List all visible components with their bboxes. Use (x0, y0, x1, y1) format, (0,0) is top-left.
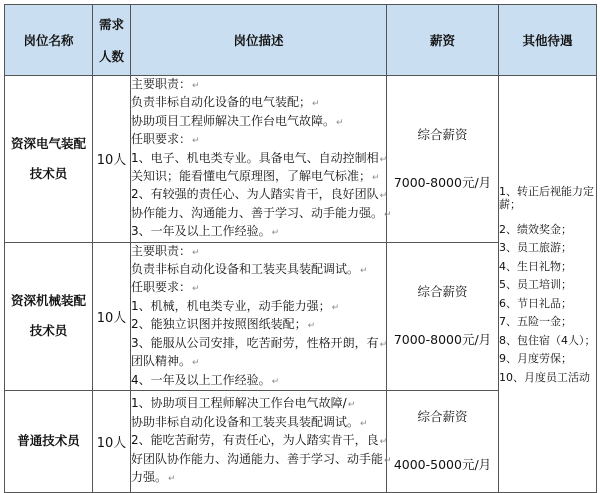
paragraph-mark-icon: ↵ (347, 400, 356, 411)
paragraph-mark-icon: ↵ (384, 455, 392, 466)
description-line (131, 298, 386, 316)
description-line (131, 94, 386, 112)
description-line (131, 76, 386, 94)
headcount-value: 10人 (96, 153, 127, 169)
description-line (131, 451, 392, 469)
headcount-value: 10人 (96, 310, 127, 326)
description-text: 2、能独立识图并按照图纸装配； (131, 317, 307, 332)
paragraph-mark-icon: ↵ (192, 247, 200, 258)
description-line (131, 205, 392, 223)
position-title-line2: 技术员 (29, 323, 68, 339)
description-line (131, 150, 386, 168)
description-text: 负责非标自动化设备的电气装配； (131, 95, 312, 110)
description-text: 协助非标自动化设备和工装夹具装配调试。 (131, 414, 360, 429)
description-text: 主要职责： (131, 77, 192, 91)
description-text: 团队精神。 (131, 354, 192, 369)
benefit-item: 2、绩效奖金； (499, 222, 572, 236)
description-line (131, 168, 386, 186)
description-text: 任职要求： (131, 280, 192, 295)
header-position-label: 岗位名称 (23, 33, 74, 48)
description-text: 任职要求： (131, 132, 192, 147)
position-title-cell (5, 76, 93, 243)
position-title-line1: 资深电气装配 (10, 135, 86, 151)
paragraph-mark-icon: ↵ (307, 321, 316, 332)
salary-label: 综合薪资 (417, 126, 468, 142)
benefit-item: 9、月度劳保； (499, 352, 572, 366)
header-description (131, 5, 387, 76)
salary-range: 7000-8000元/月 (393, 174, 492, 190)
header-benefits (499, 5, 597, 76)
paragraph-mark-icon: ↵ (384, 209, 392, 220)
headcount-cell (93, 390, 131, 492)
header-salary (387, 5, 499, 76)
benefit-item: 5、员工培训； (499, 278, 572, 292)
benefit-item: 10、月度员工活动 (499, 370, 590, 384)
description-text: 3、一年及以上工作经验。 (131, 224, 271, 239)
description-text: 协作能力、沟通能力、善于学习、动手能力强。 (131, 205, 384, 220)
description-cell (131, 390, 392, 492)
salary-cell (387, 390, 499, 492)
description-cell (131, 76, 392, 243)
salary-label: 综合薪资 (417, 284, 468, 300)
paragraph-mark-icon: ↵ (192, 136, 200, 147)
description-line (131, 414, 386, 432)
description-text: 力强。 (131, 470, 168, 485)
description-text: 负责非标自动化设备和工装夹具装配调试。 (131, 262, 360, 277)
paragraph-mark-icon: ↵ (372, 173, 380, 184)
header-position (5, 5, 93, 76)
salary-range: 7000-8000元/月 (393, 332, 492, 348)
header-description-label: 岗位描述 (233, 33, 284, 48)
paragraph-mark-icon: ↵ (312, 99, 320, 110)
paragraph-mark-icon: ↵ (168, 474, 176, 485)
paragraph-mark-icon: ↵ (271, 376, 280, 387)
description-text: 1、电子、机电类专业。具备电气、自动控制相 (131, 150, 379, 165)
paragraph-mark-icon: ↵ (379, 339, 388, 350)
description-text: 关知识；能看懂电气原理图，了解电气标准； (131, 169, 372, 184)
paragraph-mark-icon: ↵ (336, 117, 344, 128)
paragraph-mark-icon: ↵ (192, 284, 200, 295)
description-text: 1、协助项目工程师解决工作台电气故障/ (131, 396, 347, 411)
paragraph-mark-icon: ↵ (360, 266, 368, 277)
description-text: 3、能服从公司安排，吃苦耐劳，性格开朗，有 (131, 335, 379, 350)
description-line (131, 131, 386, 149)
benefit-item: 1、转正后视能力定薪； (499, 184, 594, 212)
description-text: 主要职责： (131, 243, 192, 258)
benefit-item: 3、员工旅游； (499, 241, 572, 255)
description-line (131, 316, 386, 334)
header-salary-label: 薪资 (429, 33, 455, 48)
description-line (131, 279, 386, 297)
header-count (93, 5, 131, 76)
paragraph-mark-icon: ↵ (192, 358, 200, 369)
position-title-cell (5, 242, 93, 390)
headcount-cell (93, 76, 131, 243)
description-line (131, 113, 386, 131)
description-text: 好团队协作能力、沟通能力、善于学习、动手能 (131, 451, 384, 466)
description-cell (131, 242, 387, 390)
position-title-line2: 技术员 (29, 165, 68, 181)
benefit-item: 6、节日礼品； (499, 296, 572, 310)
salary-cell (387, 242, 499, 390)
job-listing-table (4, 4, 597, 493)
description-line (131, 223, 386, 241)
benefit-item: 7、五险一金； (499, 315, 572, 329)
description-line (131, 261, 386, 279)
description-text: 1、机械，机电类专业，动手能力强； (131, 298, 331, 313)
description-text: 4、一年及以上工作经验。 (131, 372, 271, 387)
description-text: 2、有较强的责任心、为人踏实肯干，良好团队 (131, 187, 379, 202)
header-benefits-label: 其他待遇 (522, 33, 573, 48)
description-line (131, 243, 386, 261)
headcount-value: 10人 (96, 435, 127, 451)
header-row (5, 5, 597, 76)
description-line (131, 372, 386, 390)
paragraph-mark-icon: ↵ (379, 437, 388, 448)
salary-cell (387, 76, 499, 243)
position-title-cell (5, 390, 93, 492)
description-text: 2、能吃苦耐劳，有责任心，为人踏实肯干，良 (131, 433, 379, 448)
header-count-line1: 需求 (98, 17, 124, 32)
benefit-item: 8、包住宿（4人）； (499, 333, 596, 347)
position-title-line1: 普通技术员 (17, 433, 80, 449)
description-line (131, 395, 386, 413)
description-text: 协助项目工程师解决工作台电气故障。 (131, 113, 336, 128)
salary-range: 4000-5000元/月 (393, 457, 492, 473)
paragraph-mark-icon: ↵ (331, 302, 340, 313)
paragraph-mark-icon: ↵ (379, 154, 388, 165)
benefit-item: 4、生日礼物； (499, 259, 572, 273)
description-line (131, 432, 386, 450)
description-line (131, 469, 386, 487)
description-line (131, 186, 386, 204)
paragraph-mark-icon: ↵ (360, 418, 368, 429)
description-line (131, 335, 386, 353)
paragraph-mark-icon: ↵ (271, 228, 280, 239)
position-title-line1: 资深机械装配 (10, 293, 86, 309)
table-row (5, 76, 597, 243)
salary-label: 综合薪资 (417, 409, 468, 425)
paragraph-mark-icon: ↵ (379, 191, 388, 202)
paragraph-mark-icon: ↵ (192, 81, 200, 91)
header-count-line2: 人数 (98, 49, 124, 64)
headcount-cell (93, 242, 131, 390)
description-line (131, 353, 386, 371)
benefits-cell (499, 76, 597, 493)
